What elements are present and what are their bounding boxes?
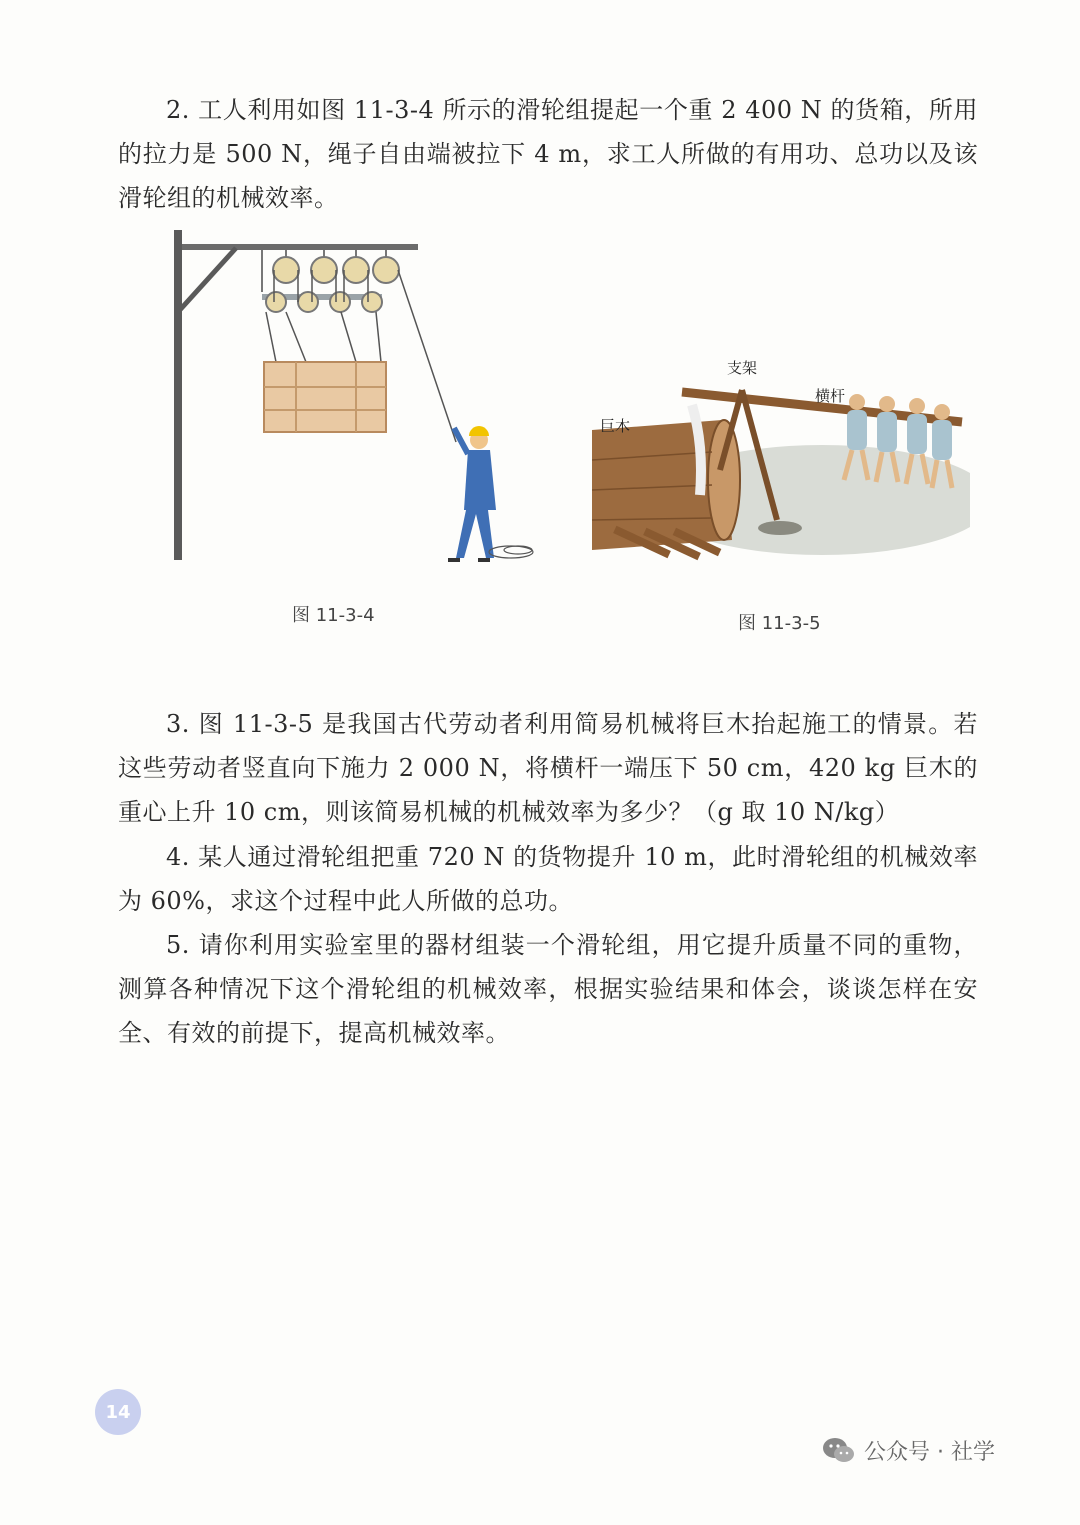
ancient-lever-illustration [592,350,970,580]
figure-11-3-4-caption: 图 11-3-4 [292,605,375,626]
label-lever: 横杆 [815,387,846,405]
watermark [822,1435,995,1466]
figure-11-3-5-caption: 图 11-3-5 [738,613,821,634]
label-support: 支架 [727,359,758,377]
pulley-system-illustration [166,222,546,572]
watermark-text: 公众号 · 社学 [864,1440,995,1465]
problem-4-text: 4. 某人通过滑轮组把重 720 N 的货物提升 10 m，此时滑轮组的机械效率为 60%，求这个过程中此人所做的总功。 [118,843,978,915]
problem-5-text: 5. 请你利用实验室里的器材组装一个滑轮组，用它提升质量不同的重物，测算各种情况下这个滑轮组的机械效率，根据实验结果和体会，谈谈怎样在安全、有效的前提下，提高机械效率。 [118,931,978,1047]
page-number-badge: 14 [95,1389,141,1435]
problem-3-text: 3. 图 11-3-5 是我国古代劳动者利用简易机械将巨木抬起施工的情景。若这些劳动者竖直向下施力 2 000 N，将横杆一端压下 50 cm，420 kg 巨木的重心上升 10 cm，则该简易机械的机械效率为多少？（g 取 10 N/kg） [118,710,978,826]
wechat-icon [822,1436,856,1466]
label-log: 巨木 [600,417,631,435]
problem-2-text: 2. 工人利用如图 11-3-4 所示的滑轮组提起一个重 2 400 N 的货箱，所用的拉力是 500 N，绳子自由端被拉下 4 m，求工人所做的有用功、总功以及该滑轮组的机械效率。 [118,96,978,212]
